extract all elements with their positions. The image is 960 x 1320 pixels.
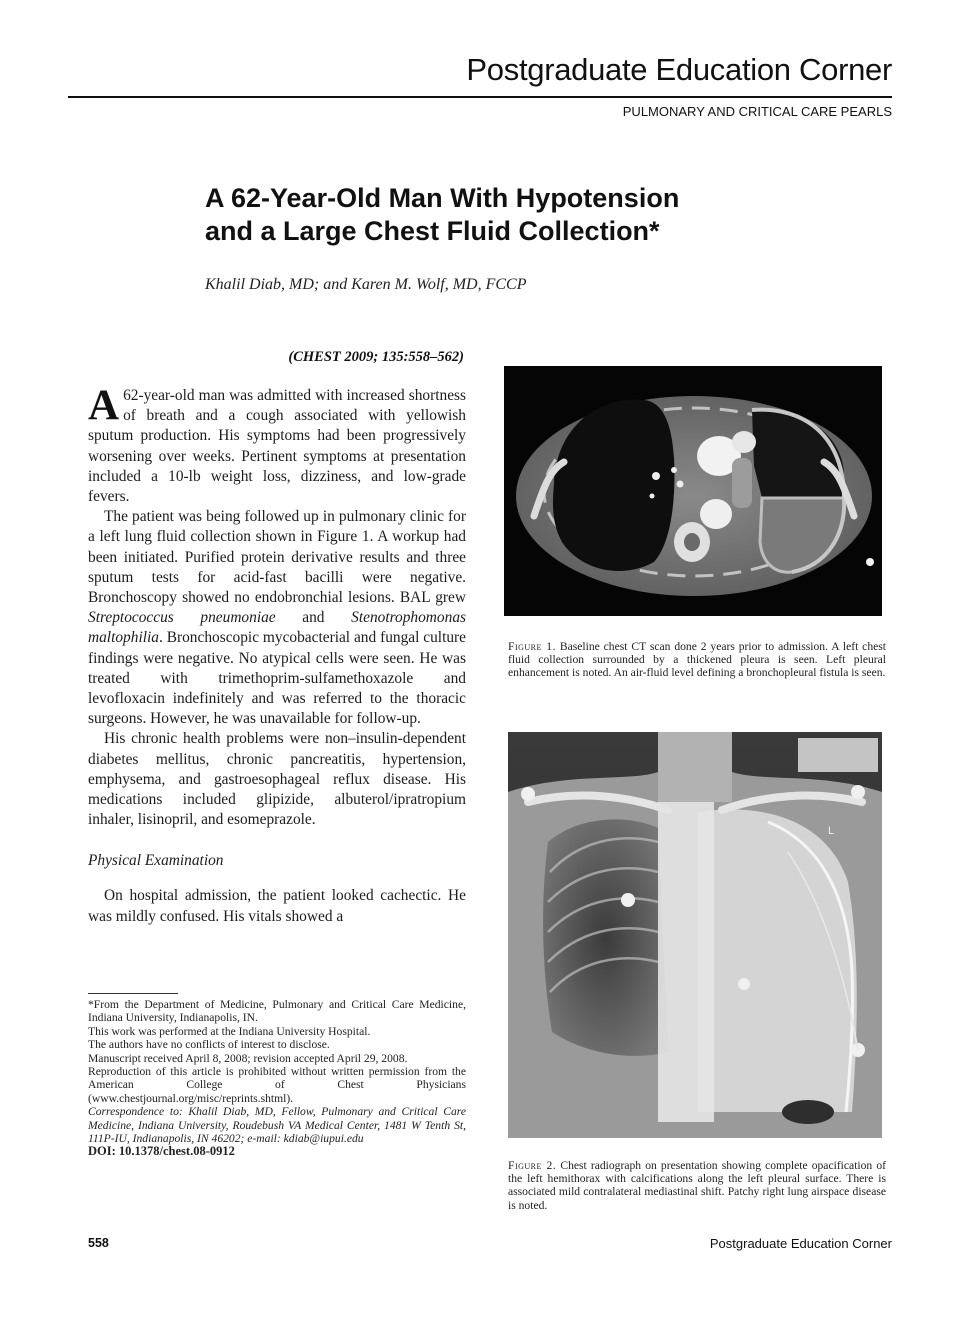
header-rule: [68, 96, 892, 98]
figure-2-xray-image: [508, 732, 882, 1138]
footnote-manuscript: Manuscript received April 8, 2008; revision accepted April 29, 2008.: [88, 1051, 408, 1065]
drop-cap: A: [88, 382, 120, 429]
body-paragraph-3: His chronic health problems were non–insulin-dependent diabetes mellitus, chronic pancreatitis, hypertension, emphysema, and gastroesophageal reflux disease. His medications included glipizide, albuterol/ipratropium inhaler, lisinopril, and esomeprazole.: [88, 730, 466, 829]
footnote-correspondence: Correspondence to: Khalil Diab, MD, Fellow, Pulmonary and Critical Care Medicine, Indiana University, Roudebush VA Medical Center, 1481 W Tenth St, 111P-IU, Indianapolis, IN 46202; e-mail: kdiab@iupui.edu: [88, 1105, 466, 1146]
article-title: [205, 182, 825, 248]
body-paragraph-2-and: and: [275, 609, 352, 627]
body-paragraph-1: [88, 382, 466, 507]
footnote-affiliation: *From the Department of Medicine, Pulmonary and Critical Care Medicine, Indiana University, Indianapolis, IN.: [88, 998, 466, 1025]
xray-illustration: [508, 732, 882, 1138]
page-number: 558: [88, 1236, 109, 1250]
section-subtitle: PULMONARY AND CRITICAL CARE PEARLS: [622, 104, 892, 119]
footnote-doi: DOI: 10.1378/chest.08-0912: [88, 1144, 235, 1159]
figure-2-caption: [508, 1159, 886, 1213]
organism-name-2: Stenotrophomonas maltophilia: [88, 609, 466, 647]
footnote-conflicts: The authors have no conflicts of interest to disclose.: [88, 1038, 330, 1052]
figure-2-label: Figure 2.: [508, 1158, 557, 1172]
footer-section-title: Postgraduate Education Corner: [709, 1236, 892, 1251]
xray-left-hemithorax: [698, 810, 857, 1112]
article-title-line-2: and a Large Chest Fluid Collection*: [205, 216, 660, 246]
article-authors: Khalil Diab, MD; and Karen M. Wolf, MD, FCCP: [205, 276, 527, 293]
section-title: Postgraduate Education Corner: [466, 52, 892, 87]
xray-right-lung: [543, 819, 668, 1056]
footnote-rule: [88, 993, 178, 994]
ct-scan-illustration: [504, 366, 882, 616]
organism-name-1: Streptococcus pneumoniae: [88, 609, 276, 627]
figure-1-caption-text: Baseline chest CT scan done 2 years prior to admission. A left chest fluid collection surrounded by a thickened pleura is seen. Left pleural enhancement is noted. An air-fluid level defining a bronchopleural fistula is seen.: [508, 639, 886, 680]
body-paragraph-2-text-b: . Bronchoscopic mycobacterial and fungal culture findings were negative. No atypical cells were seen. He was treated with trimethoprim-sulfamethoxazole and levofloxacin indefinitely and was referred to the thoracic surgeons. However, he was unavailable for follow-up.: [88, 629, 466, 728]
figure-1-ct-image: [504, 366, 882, 616]
figure-1-caption: [508, 640, 886, 680]
footnote-reproduction: Reproduction of this article is prohibited without written permission from the American College of Chest Physicians (www.chestjournal.org/misc/reprints.shtml).: [88, 1065, 466, 1105]
body-paragraph-4: On hospital admission, the patient looked cachectic. He was mildly confused. His vitals showed a: [88, 887, 466, 925]
footnote-performed: This work was performed at the Indiana University Hospital.: [88, 1024, 371, 1038]
figure-2-caption-text: Chest radiograph on presentation showing complete opacification of the left hemithorax with calcifications along the left pleural surface. There is associated mild contralateral mediastinal shift. Patchy right lung airspace disease is noted.: [508, 1158, 887, 1212]
article-title-line-1: A 62-Year-Old Man With Hypotension: [205, 183, 680, 213]
xray-side-marker: L: [828, 825, 835, 837]
figure-1-label: Figure 1.: [508, 639, 556, 653]
body-paragraph-2-text-a: The patient was being followed up in pulmonary clinic for a left lung fluid collection shown in Figure 1. A workup had been initiated. Purified protein derivative results and three sputum tests for acid-fast bacilli were negative. Bronchoscopy showed no endobronchial lesions. BAL grew: [88, 508, 466, 607]
article-citation: (CHEST 2009; 135:558–562): [288, 349, 464, 365]
body-paragraph-2: [88, 507, 466, 729]
body-paragraph-1-text: 62-year-old man was admitted with increased shortness of breath and a cough associated with yellowish sputum production. His symptoms had been progressively worsening over weeks. Pertinent symptoms at presentation included a 10-lb weight loss, dizziness, and low-grade fevers.: [88, 387, 466, 506]
body-column-left: [88, 382, 466, 927]
footnotes: [88, 998, 466, 1159]
subheading-physical-examination: Physical Examination: [88, 852, 224, 870]
